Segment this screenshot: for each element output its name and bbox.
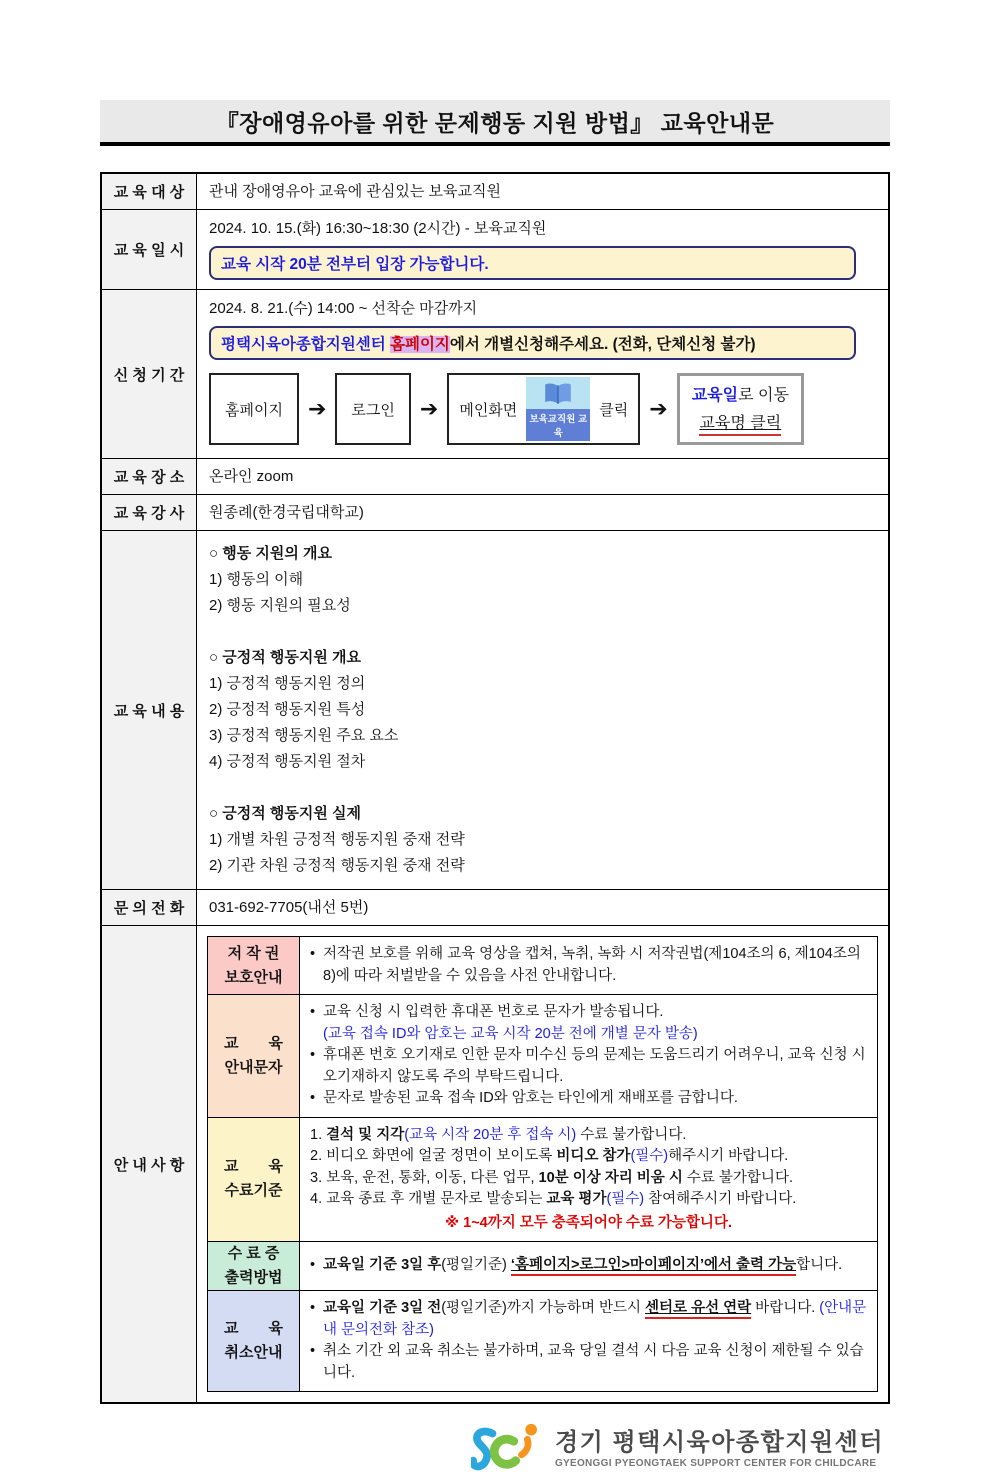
note-label-completion <box>208 1118 300 1242</box>
completion-bold: 비디오 참가 <box>556 1148 631 1164</box>
center-logo-icon <box>471 1420 543 1478</box>
flow-step-homepage: 홈페이지 <box>209 373 299 445</box>
row-target <box>102 174 888 209</box>
completion-item-4 <box>310 1189 867 1211</box>
content-section-title: ○ 행동 지원의 개요 <box>209 545 332 562</box>
completion-blue: (필수) <box>606 1191 645 1207</box>
datetime-text: 2024. 10. 15.(화) 16:30~18:30 (2시간) - 보육교직원 <box>209 220 547 237</box>
childcare-education-banner <box>526 377 590 441</box>
cancel-post: 바랍니다. <box>751 1300 820 1316</box>
flow-step-mainscreen <box>447 373 640 445</box>
row-label-phone: 문 의 전 화 <box>102 890 197 925</box>
note-content-copyright <box>300 937 877 994</box>
completion-warning: ※ 1~4까지 모두 충족되어야 수료 가능합니다. <box>445 1214 732 1231</box>
note-label-certificate <box>208 1242 300 1290</box>
banner-caption: 보육교직원 교육 <box>526 409 590 441</box>
note-label-line: 교 육 <box>224 1320 283 1337</box>
row-place <box>102 458 888 494</box>
content-spacer <box>209 775 876 801</box>
entry-notice-box: 교육 시작 20분 전부터 입장 가능합니다. <box>209 246 856 280</box>
row-label-lecturer: 교 육 강 사 <box>102 495 197 530</box>
row-label-period: 신 청 기 간 <box>102 290 197 458</box>
row-content <box>102 530 888 889</box>
completion-item-2 <box>310 1146 867 1168</box>
phone-text: 031-692-7705(내선 5번) <box>209 898 369 916</box>
note-row-certificate <box>208 1241 877 1290</box>
completion-blue: (필수) <box>630 1148 669 1164</box>
row-label-notes: 안 내 사 항 <box>102 926 197 1402</box>
note-bullet-item <box>310 1002 867 1024</box>
certificate-mid: (평일기준) <box>441 1257 511 1274</box>
bullet-glyph: • <box>310 1343 316 1359</box>
bullet-glyph: • <box>310 946 316 962</box>
info-table <box>100 172 890 1404</box>
apply-homepage-highlight: 홈페이지 <box>390 336 450 353</box>
row-notes <box>102 925 888 1402</box>
row-content-place <box>197 459 888 494</box>
row-content-content <box>197 531 888 889</box>
footer-center-name <box>555 1430 884 1469</box>
flow-click-text: 클릭 <box>599 401 629 419</box>
note-bullet-item <box>310 1341 867 1384</box>
completion-blue: (교육 시작 20분 후 접속 시) <box>404 1126 577 1143</box>
completion-text: 1. <box>310 1126 327 1143</box>
completion-bold: 결석 및 지각 <box>326 1126 405 1143</box>
note-content-certificate <box>300 1242 877 1290</box>
note-label-line: 수 료 증 <box>227 1245 280 1262</box>
row-label-target: 교 육 대 상 <box>102 174 197 209</box>
completion-item-1 <box>310 1125 867 1147</box>
note-bullet-item <box>310 1255 867 1277</box>
bullet-glyph: • <box>310 1090 316 1106</box>
apply-notice-box <box>209 326 856 360</box>
sms-text-3: 문자로 발송된 교육 접속 ID와 암호는 타인에게 재배포를 금합니다. <box>323 1090 738 1106</box>
row-phone <box>102 889 888 925</box>
bullet-glyph: • <box>310 1257 316 1274</box>
arrow-right-icon: ➔ <box>649 396 668 421</box>
cancel-blue-note: (안내문 내 문의전화 참조) <box>323 1300 867 1338</box>
page-title: 『장애영유아를 위한 문제행동 지원 방법』 교육안내문 <box>100 100 890 146</box>
cancel-mid: (평일기준)까지 가능하며 반드시 <box>441 1300 646 1316</box>
content-item: 2) 행동 지원의 필요성 <box>209 597 351 614</box>
place-text: 온라인 zoom <box>209 467 294 485</box>
arrow-right-icon: ➔ <box>419 396 439 421</box>
book-icon <box>538 383 578 407</box>
content-section-title: ○ 긍정적 행동지원 실제 <box>209 805 361 822</box>
row-content-phone <box>197 890 888 925</box>
note-content-sms <box>300 995 877 1117</box>
apply-center-name: 평택시육아종합지원센터 <box>221 336 391 353</box>
note-label-line: 보호안내 <box>224 968 283 986</box>
certificate-underline: ‘홈페이지>로그인>마이페이지’에서 출력 가능 <box>511 1257 796 1276</box>
footer-center-name-korean: 경기 평택시육아종합지원센터 <box>554 1428 884 1456</box>
cancel-underline: 센터로 유선 연락 <box>645 1300 751 1319</box>
completion-text: 4. 교육 종료 후 개별 문자로 발송되는 <box>310 1191 547 1207</box>
education-name-click: 교육명 클릭 <box>699 410 781 436</box>
bullet-glyph: • <box>310 1047 316 1063</box>
flow-mainscreen-text: 메인화면 <box>459 401 518 419</box>
cancel-bold: 교육일 기준 3일 전 <box>323 1300 442 1316</box>
note-label-line: 수료기준 <box>224 1182 283 1200</box>
row-content-lecturer <box>197 495 888 530</box>
sms-id-password-note: (교육 접속 ID와 암호는 교육 시작 20분 전에 개별 문자 발송) <box>323 1025 698 1042</box>
content-item: 1) 개별 차원 긍정적 행동지원 중재 전략 <box>209 831 465 848</box>
note-row-copyright <box>208 937 877 994</box>
content-spacer <box>209 619 876 645</box>
note-label-line: 교 육 <box>224 1158 283 1176</box>
note-row-sms <box>208 994 877 1117</box>
row-content-period <box>197 290 888 458</box>
completion-text: 2. 비디오 화면에 얼굴 정면이 보이도록 <box>310 1148 557 1164</box>
apply-notice-rest: 에서 개별신청해주세요. (전화, 단체신청 불가) <box>449 336 756 353</box>
bullet-glyph: • <box>310 1004 316 1020</box>
note-row-cancel <box>208 1290 877 1391</box>
flow-step-login: 로그인 <box>335 373 410 445</box>
content-item: 2) 기관 차원 긍정적 행동지원 중재 전략 <box>209 857 465 874</box>
content-item: 2) 긍정적 행동지원 특성 <box>209 701 366 718</box>
completion-text: 3. 보육, 운전, 통화, 이동, 다른 업무, <box>310 1169 539 1186</box>
row-content-notes <box>197 926 888 1402</box>
note-label-sms <box>208 995 300 1117</box>
flow-education-day-line <box>692 382 789 405</box>
row-content-target <box>197 174 888 209</box>
note-bullet-item <box>310 1298 867 1341</box>
row-label-content: 교 육 내 용 <box>102 531 197 889</box>
completion-text: 수료 불가합니다. <box>682 1169 793 1186</box>
row-lecturer <box>102 494 888 530</box>
note-label-copyright <box>208 937 300 994</box>
apply-flow-diagram <box>209 373 876 445</box>
target-text: 관내 장애영유아 교육에 관심있는 보육교직원 <box>209 182 501 200</box>
note-label-line: 출력방법 <box>224 1269 283 1286</box>
sms-text-2: 휴대폰 번호 오기재로 인한 문자 미수신 등의 문제는 도움드리기 어려우니, 교육 신청 시 오기재하지 않도록 주의 부탁드립니다. <box>323 1047 866 1085</box>
education-day-text: 교육일 <box>691 387 739 404</box>
completion-item-3 <box>310 1168 867 1190</box>
completion-bold: 교육 평가 <box>546 1191 607 1207</box>
completion-text: 수료 불가합니다. <box>576 1126 687 1143</box>
note-bullet-item <box>310 1088 867 1110</box>
completion-bold: 10분 이상 자리 비움 시 <box>538 1169 683 1186</box>
row-datetime <box>102 209 888 289</box>
note-indent-item <box>310 1024 867 1046</box>
content-item: 4) 긍정적 행동지원 절차 <box>209 753 366 770</box>
content-section-title: ○ 긍정적 행동지원 개요 <box>209 649 361 666</box>
row-content-datetime <box>197 210 888 289</box>
row-period <box>102 289 888 458</box>
note-label-line: 저 작 권 <box>227 944 280 962</box>
content-item: 1) 행동의 이해 <box>209 571 304 588</box>
notes-table <box>207 936 878 1392</box>
certificate-bold: 교육일 기준 3일 후 <box>323 1257 442 1274</box>
note-bullet-item <box>310 1045 867 1088</box>
note-label-cancel <box>208 1291 300 1391</box>
note-bullet-item <box>310 944 867 987</box>
bullet-glyph: • <box>310 1300 316 1316</box>
note-label-line: 안내문자 <box>224 1058 283 1076</box>
copyright-text: 저작권 보호를 위해 교육 영상을 캡쳐, 녹취, 녹화 시 저작권법(제104조의 6, 제104조의 8)에 따라 처벌받을 수 있음을 사전 안내합니다. <box>323 946 861 984</box>
completion-text: 해주시기 바랍니다. <box>668 1148 789 1164</box>
footer <box>100 1420 890 1478</box>
row-label-datetime: 교 육 일 시 <box>102 210 197 289</box>
note-label-line: 취소안내 <box>224 1344 283 1361</box>
completion-text: 참여해주시기 바랍니다. <box>644 1191 797 1207</box>
lecturer-text: 원종례(한경국립대학교) <box>209 503 364 521</box>
note-content-cancel <box>300 1291 877 1391</box>
sms-text-1: 교육 신청 시 입력한 휴대폰 번호로 문자가 발송됩니다. <box>323 1004 664 1020</box>
cancel-text-2: 취소 기간 외 교육 취소는 불가하며, 교육 당일 결석 시 다음 교육 신청이 제한될 수 있습니다. <box>323 1343 864 1381</box>
note-label-line: 교 육 <box>224 1034 283 1052</box>
footer-center-name-english: GYEONGGI PYEONGTAEK SUPPORT CENTER FOR CHILDCARE <box>554 1457 877 1469</box>
education-day-rest: 로 이동 <box>738 387 789 404</box>
content-item: 3) 긍정적 행동지원 주요 요소 <box>209 727 399 744</box>
row-label-place: 교 육 장 소 <box>102 459 197 494</box>
certificate-post: 합니다. <box>796 1257 843 1274</box>
note-row-completion <box>208 1117 877 1242</box>
flow-step-education-day <box>677 373 804 445</box>
arrow-right-icon: ➔ <box>307 396 327 421</box>
content-item: 1) 긍정적 행동지원 정의 <box>209 675 366 692</box>
note-content-completion <box>300 1118 877 1242</box>
period-text: 2024. 8. 21.(수) 14:00 ~ 선착순 마감까지 <box>209 300 478 317</box>
bullet-spacer <box>310 1024 323 1046</box>
cancel-text-1 <box>323 1298 867 1341</box>
certificate-text <box>323 1255 867 1277</box>
